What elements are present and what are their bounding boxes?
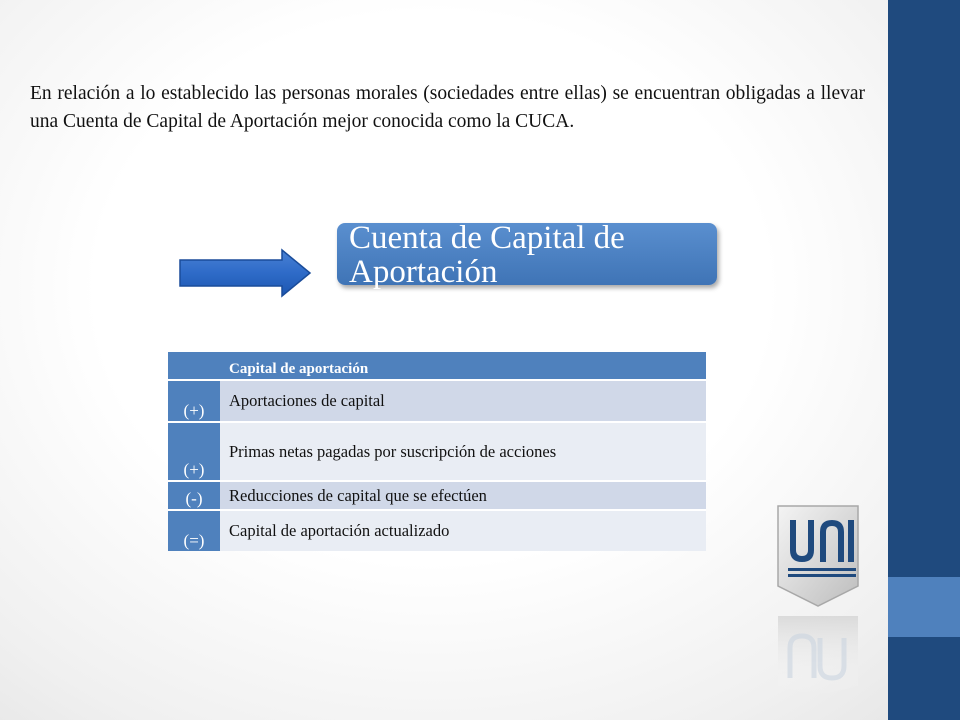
intro-paragraph: En relación a lo establecido las personas morales (sociedades entre ellas) se encuentran obligadas a llevar una Cuenta de Capital de Aportación mejor conocida como la CUCA.: [30, 83, 865, 132]
right-arrow-icon: [178, 248, 314, 298]
table-row: [168, 481, 706, 510]
row-sign: (+): [168, 380, 220, 422]
row-sign: (+): [168, 422, 220, 481]
university-shield-logo: [770, 498, 866, 698]
table-row: [168, 380, 706, 422]
cuca-title-text: [349, 221, 625, 289]
cuca-title-line1: Cuenta de Capital de: [349, 220, 625, 256]
row-label: Capital de aportación actualizado: [220, 510, 706, 551]
table-header-row: [168, 352, 706, 380]
row-label: Aportaciones de capital: [220, 380, 706, 422]
row-sign: (=): [168, 510, 220, 551]
row-sign: (-): [168, 481, 220, 510]
sidebar-accent-block: [888, 577, 960, 637]
header-sign-cell: [168, 352, 220, 380]
cuca-title-box: [337, 220, 717, 290]
table-row: [168, 510, 706, 551]
table-row: [168, 422, 706, 481]
cuca-title-line2: Aportación: [349, 254, 498, 290]
row-label: Primas netas pagadas por suscripción de acciones: [220, 422, 706, 481]
row-label: Reducciones de capital que se efectúen: [220, 481, 706, 510]
table-header-label: Capital de aportación: [220, 352, 706, 380]
cuca-table: [168, 352, 706, 551]
